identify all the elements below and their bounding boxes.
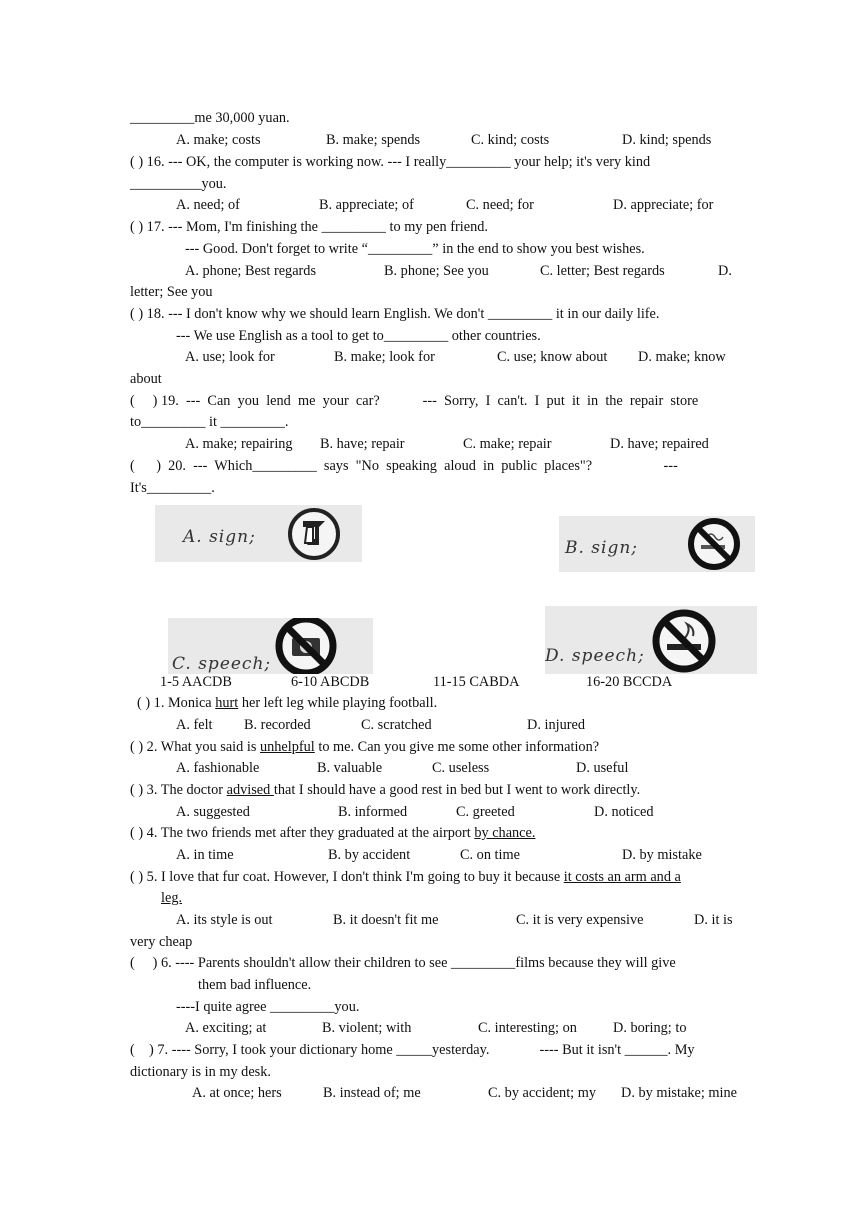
p2-q7-option-a: A. at once; hers <box>192 1085 282 1101</box>
q15-option-b: B. make; spends <box>326 132 421 148</box>
q19-option-c: C. make; repair <box>463 436 552 452</box>
p2-q7-option-c: C. by accident; my <box>488 1085 596 1101</box>
p2-q6-option-d: D. boring; to <box>613 1020 687 1036</box>
answer-16-20: 16-20 BCCDA <box>586 674 673 690</box>
p2-q4-option-c: C. on time <box>460 847 520 863</box>
p2-q2-option-d: D. useful <box>576 760 629 776</box>
q16-stem-cont: __________you. <box>130 176 227 192</box>
q19-option-a: A. make; repairing <box>185 436 293 452</box>
q18-stem: ( ) 18. --- I don't know why we should learn English. We don't _________ it in our daily life. <box>130 306 660 322</box>
p2-q1-option-a: A. felt <box>176 717 213 733</box>
p2-q4-option-d: D. by mistake <box>622 847 702 863</box>
q17-option-cont: letter; See you <box>130 284 213 300</box>
no-smoking-icon <box>687 517 741 571</box>
option-c-label: C. speech; <box>172 654 272 674</box>
option-b-sign-image <box>559 516 755 572</box>
q16-stem: ( ) 16. --- OK, the computer is working now. --- I really_________ your help; it's very kind <box>130 154 651 170</box>
p2-q5-option-a: A. its style is out <box>176 912 273 928</box>
q15-option-a: A. make; costs <box>176 132 261 148</box>
option-c-sign-image <box>168 618 373 674</box>
p2-q6-stem-cont: them bad influence. <box>198 977 312 993</box>
p2-q7-stem-cont: dictionary is in my desk. <box>130 1064 271 1080</box>
q19-stem-cont: to_________ it _________. <box>130 414 289 430</box>
answer-1-5: 1-5 AACDB <box>160 674 232 690</box>
p2-q5-stem: ( ) 5. I love that fur coat. However, I don't think I'm going to buy it because it costs an arm and a <box>130 869 681 885</box>
option-a-label: A. sign; <box>183 527 256 547</box>
p2-q4-option-b: B. by accident <box>328 847 411 863</box>
option-a-sign-image <box>155 505 362 562</box>
p2-q6-option-c: C. interesting; on <box>478 1020 577 1036</box>
p2-q4-stem: ( ) 4. The two friends met after they graduated at the airport by chance. <box>130 825 536 841</box>
q20-stem: ( ) 20. --- Which_________ says "No speaking aloud in public places"? --- <box>130 458 678 474</box>
p2-q6-stem2: ----I quite agree _________you. <box>176 999 360 1015</box>
q19-option-b: B. have; repair <box>320 436 405 452</box>
p2-q5-option-d: D. it is <box>694 912 733 928</box>
p2-q1-option-b: B. recorded <box>244 717 311 733</box>
q15-option-c: C. kind; costs <box>471 132 550 148</box>
p2-q5-option-c: C. it is very expensive <box>516 912 644 928</box>
q20-stem-cont: It's_________. <box>130 480 215 496</box>
q19-stem: ( ) 19. --- Can you lend me your car? --- Sorry, I can't. I put it in the repair store <box>130 393 699 409</box>
q17-option-d: D. <box>718 263 732 279</box>
p2-q7-option-d: D. by mistake; mine <box>621 1085 737 1101</box>
q16-option-b: B. appreciate; of <box>319 197 414 213</box>
recycle-logo-icon <box>287 507 341 561</box>
p2-q6-stem: ( ) 6. ---- Parents shouldn't allow their children to see _________films because they will give <box>130 955 676 971</box>
q17-stem2: --- Good. Don't forget to write “_________” in the end to show you best wishes. <box>185 241 645 257</box>
answer-6-10: 6-10 ABCDB <box>291 674 370 690</box>
q17-stem: ( ) 17. --- Mom, I'm finishing the _________ to my pen friend. <box>130 219 488 235</box>
p2-q1-option-c: C. scratched <box>361 717 432 733</box>
p2-q7-option-b: B. instead of; me <box>323 1085 421 1101</box>
q16-option-d: D. appreciate; for <box>613 197 714 213</box>
continued-stem: _________me 30,000 yuan. <box>130 110 290 126</box>
p2-q3-option-c: C. greeted <box>456 804 515 820</box>
option-b-label: B. sign; <box>565 538 639 558</box>
q16-option-a: A. need; of <box>176 197 240 213</box>
p2-q2-option-c: C. useless <box>432 760 490 776</box>
p2-q2-option-b: B. valuable <box>317 760 383 776</box>
p2-q7-stem: ( ) 7. ---- Sorry, I took your dictionary home _____yesterday. ---- But it isn't ______. My <box>130 1042 695 1058</box>
p2-q3-option-b: B. informed <box>338 804 408 820</box>
q15-option-d: D. kind; spends <box>622 132 712 148</box>
q18-stem2: --- We use English as a tool to get to_________ other countries. <box>176 328 541 344</box>
q17-option-a: A. phone; Best regards <box>185 263 317 279</box>
p2-q6-option-a: A. exciting; at <box>185 1020 267 1036</box>
option-d-sign-image <box>545 606 757 674</box>
p2-q2-stem: ( ) 2. What you said is unhelpful to me. Can you give me some other information? <box>130 739 600 755</box>
p2-q3-option-a: A. suggested <box>176 804 250 820</box>
q18-option-c: C. use; know about <box>497 349 608 365</box>
p2-q6-option-b: B. violent; with <box>322 1020 412 1036</box>
p2-q1-stem: ( ) 1. Monica hurt her left leg while playing football. <box>137 695 438 711</box>
p2-q4-option-a: A. in time <box>176 847 234 863</box>
p2-q3-option-d: D. noticed <box>594 804 654 820</box>
p2-q2-option-a: A. fashionable <box>176 760 260 776</box>
q17-option-b: B. phone; See you <box>384 263 489 279</box>
p2-q5-option-cont: very cheap <box>130 934 193 950</box>
q17-option-c: C. letter; Best regards <box>540 263 665 279</box>
q19-option-d: D. have; repaired <box>610 436 709 452</box>
q18-option-cont: about <box>130 371 162 387</box>
option-d-label: D. speech; <box>545 646 645 666</box>
no-photography-icon <box>274 618 338 674</box>
p2-q3-stem: ( ) 3. The doctor advised that I should have a good rest in bed but I went to work directly. <box>130 782 641 798</box>
no-smoking-icon <box>651 608 717 674</box>
q18-option-a: A. use; look for <box>185 349 275 365</box>
answer-11-15: 11-15 CABDA <box>433 674 520 690</box>
q18-option-b: B. make; look for <box>334 349 435 365</box>
q18-option-d: D. make; know <box>638 349 726 365</box>
p2-q5-option-b: B. it doesn't fit me <box>333 912 439 928</box>
p2-q1-option-d: D. injured <box>527 717 585 733</box>
q16-option-c: C. need; for <box>466 197 534 213</box>
p2-q5-stem-cont: leg. <box>161 890 183 906</box>
